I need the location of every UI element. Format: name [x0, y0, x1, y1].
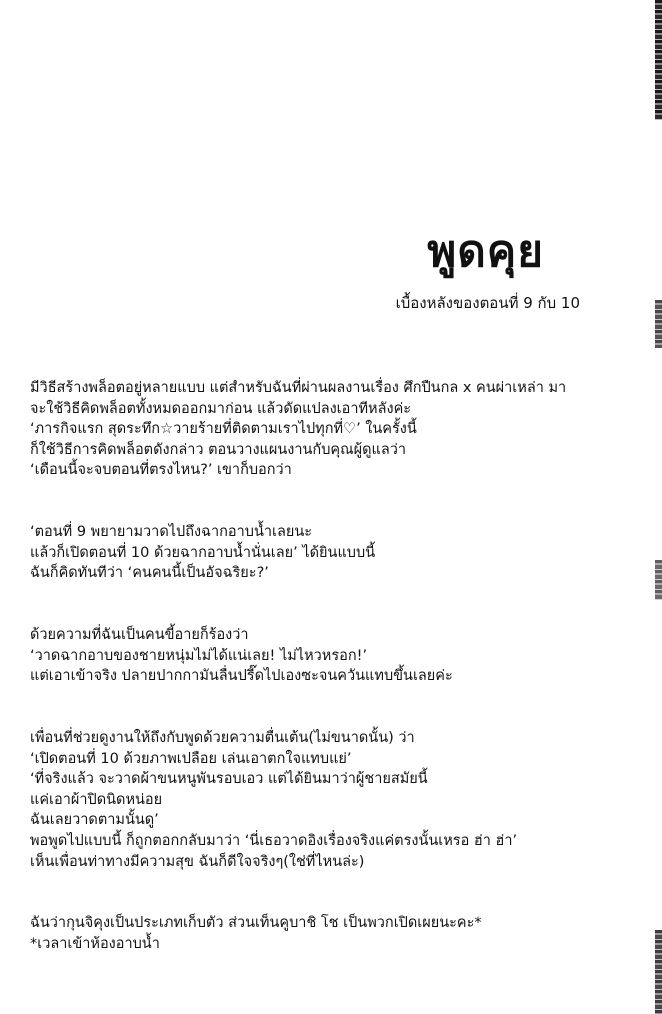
paragraph-spacer	[30, 502, 630, 523]
text-line: ‘เดือนนี้จะจบตอนที่ตรงไหน?’ เขาก็บอกว่า	[30, 462, 292, 479]
text-line: แค่เอาผ้าปิดนิดหน่อย	[30, 791, 163, 808]
text-line: ‘ที่จริงแล้ว จะวาดผ้าขนหนูพันรอบเอว แต่ได้ยินมาว่าผู้ชายสมัยนี้	[30, 771, 428, 788]
text-line: มีวิธีสร้างพล็อตอยู่หลายแบบ แต่สำหรับฉันที่ผ่านผลงานเรื่อง ศึกปืนกล x คนผ่าเหล่า มา	[30, 380, 567, 396]
text-line: ‘ภารกิจแรก สุดระทึก☆วายร้ายที่ติดตามเราไปทุกที่♡’ ในครั้งนี้	[30, 421, 417, 438]
paragraph-spacer	[30, 708, 630, 729]
paragraph-spacer	[30, 481, 630, 502]
paragraph-spacer	[30, 687, 630, 708]
page-subtitle: เบื้องหลังของตอนที่ 9 กับ 10	[395, 294, 580, 312]
page-edge-texture-bottom	[655, 930, 662, 1014]
footnote-line: *เวลาเข้าห้องอาบน้ำ	[30, 936, 160, 953]
paragraph	[30, 625, 630, 687]
text-line: เพื่อนที่ช่วยดูงานให้ถึงกับพูดด้วยความตื่นเต้น(ไม่ขนาดนั้น) ว่า	[30, 730, 415, 747]
text-line: ‘ตอนที่ 9 พยายามวาดไปถึงฉากอาบน้ำเลยนะ	[30, 524, 313, 541]
paragraph	[30, 913, 630, 954]
page-edge-texture-middle	[655, 300, 662, 348]
paragraph-spacer	[30, 893, 630, 914]
paragraph	[30, 728, 630, 872]
text-line: แล้วก็เปิดตอนที่ 10 ด้วยฉากอาบน้ำนั่นเลย’ ได้ยินแบบนี้	[30, 544, 376, 561]
text-line: ฉันว่ากุนจิคุงเป็นประเภทเก็บตัว ส่วนเท็นคูบาชิ โช เป็นพวกเปิดเผยนะคะ*	[30, 915, 482, 932]
text-line: ฉันก็คิดทันทีว่า ‘คนคนนี้เป็นอัจฉริยะ?’	[30, 565, 269, 582]
page-edge-texture-lower	[655, 560, 662, 600]
text-line: ‘เปิดตอนที่ 10 ด้วยภาพเปลือย เล่นเอาตกใจแทบแย่’	[30, 750, 352, 767]
paragraph	[30, 522, 630, 584]
paragraph-spacer	[30, 872, 630, 893]
paragraph	[30, 378, 630, 481]
text-line: จะใช้วิธีคิดพล็อตทั้งหมดออกมาก่อน แล้วดัดแปลงเอาทีหลังค่ะ	[30, 400, 412, 417]
text-line: เห็นเพื่อนท่าทางมีความสุข ฉันก็ดีใจจริงๆ(ใช่ที่ไหนล่ะ)	[30, 853, 365, 870]
text-line: ฉันเลยวาดตามนั้นดู’	[30, 812, 159, 829]
text-line: ด้วยความที่ฉันเป็นคนขี้อายก็ร้องว่า	[30, 627, 249, 644]
text-line: แต่เอาเข้าจริง ปลายปากกามันลื่นปรี๊ดไปเองซะจนควันแทบขึ้นเลยค่ะ	[30, 668, 453, 685]
text-line: พอพูดไปแบบนี้ ก็ถูกตอกกลับมาว่า ‘นี่เธอวาดอิงเรื่องจริงแค่ตรงนั้นเหรอ ฮ่า ฮ่า’	[30, 833, 518, 850]
text-line: ก็ใช้วิธีการคิดพล็อตดังกล่าว ตอนวางแผนงานกับคุณผู้ดูแลว่า	[30, 441, 406, 458]
paragraph-spacer	[30, 605, 630, 626]
paragraph-spacer	[30, 584, 630, 605]
page-edge-texture-top	[655, 0, 662, 120]
text-line: ‘วาดฉากอาบของชายหนุ่มไม่ได้แน่เลย! ไม่ไหวหรอก!’	[30, 647, 368, 664]
essay-body	[30, 378, 630, 955]
page-title: พูดคุย	[427, 226, 544, 277]
